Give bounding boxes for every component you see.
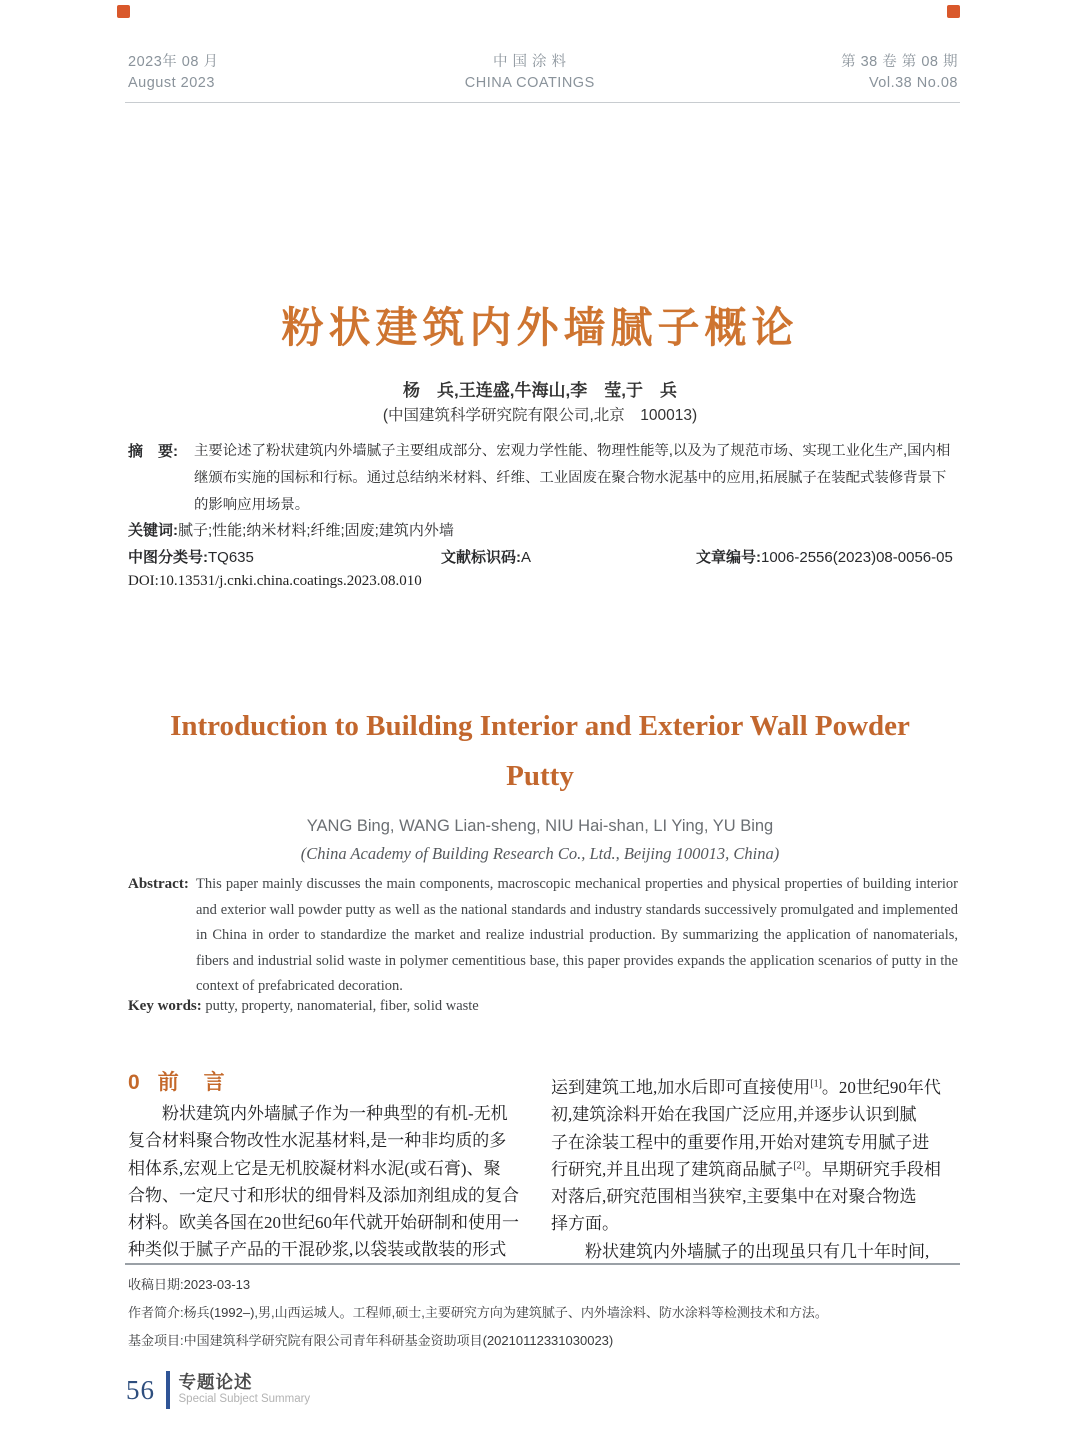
abstract-zh-text [194,438,950,519]
article-no-value: 1006-2556(2023)08-0056-05 [761,549,953,566]
page-header [128,52,958,94]
header-divider [125,102,960,103]
abstract-en-label: Abstract: [128,876,189,892]
affiliation-en: (China Academy of Building Research Co., Ltd., Beijing 100013, China) [300,844,780,863]
doc-code-value: A [521,549,532,566]
body-line: 相体系,宏观上它是无机胶凝材料水泥(或石膏)、聚 [128,1158,501,1178]
footnote-fund-label: 基金项目: [128,1333,184,1348]
keywords-zh-label: 关键词: [128,522,178,539]
body-line: 粉状建筑内外墙腻子作为一种典型的有机-无机 [162,1104,508,1123]
footer-column-en: Special Subject Summary [178,1393,311,1405]
footnote-fund [128,1327,968,1355]
clc-item [128,546,254,567]
section-number: 0 [128,1071,140,1094]
body-line: 材料。欧美各国在20世纪60年代就开始研制和使用一 [128,1213,519,1233]
footer-bar [166,1371,170,1409]
body-text: 。20世纪90年代 [821,1078,941,1097]
body-line: 初,建筑涂料开始在我国广泛应用,并逐步认识到腻 [551,1105,917,1125]
header-date [128,52,218,94]
keywords-zh-text: 腻子;性能;纳米材料;纤维;固废;建筑内外墙 [178,522,454,539]
article-title-en-line1: Introduction to Building Interior and Exterior Wall Powder [170,710,910,742]
doc-code-label: 文献标识码: [441,549,521,566]
article-title-zh: 粉状建筑内外墙腻子概论 [281,304,799,351]
footnote-received [128,1271,968,1299]
article-no-item [696,546,953,567]
body-line [551,1074,958,1101]
footer-column-zh: 专题论述 [178,1372,253,1392]
header-volume-en: Vol.38 No.08 [868,75,958,91]
abstract-zh-line: 继颁布实施的国标和行标。通过总结纳米材料、纤维、工业固废在聚合物水泥基中的应用,拓展腻子在装配式装修背景下 [194,470,947,486]
keywords-en [128,998,479,1015]
article-title-en-line2: Putty [506,760,574,792]
keywords-en-label: Key words: [128,998,202,1014]
footnote-bio-value: 杨兵(1992–),男,山西运城人。工程师,硕士,主要研究方向为建筑腻子、内外墙涂料、防水涂料等检测技术和方法。 [183,1305,828,1320]
body-column-left [128,1100,535,1264]
footnote-divider [125,1263,960,1265]
body-line: 对落后,研究范围相当狭窄,主要集中在对聚合物选 [551,1187,917,1207]
header-journal [465,52,595,94]
page-footer [126,1371,310,1409]
header-date-zh: 2023年 08 月 [128,54,219,70]
abstract-zh [128,438,958,519]
body-line: 粉状建筑内外墙腻子的出现虽只有几十年时间, [585,1241,930,1261]
body-text: 运到建筑工地,加水后即可直接使用 [551,1078,811,1097]
header-journal-en: CHINA COATINGS [464,75,595,91]
header-volume [841,52,958,94]
body-text: 。早期研究手段相 [804,1159,941,1179]
article-title-en [0,701,1080,801]
header-journal-zh: 中 国 涂 料 [492,54,567,70]
classification-row [0,546,1080,568]
affiliation-zh: (中国建筑科学研究院有限公司,北京 100013) [382,407,698,424]
clc-value: TQ635 [208,549,254,566]
clc-label: 中图分类号: [128,549,208,566]
footnote-received-value: 2023-03-13 [183,1277,251,1292]
article-no-label: 文章编号: [696,549,761,566]
body-line: 合物、一定尺寸和形状的细骨料及添加剂组成的复合 [128,1185,519,1205]
section-title: 前 言 [157,1071,227,1094]
citation-ref-1: [1] [810,1078,822,1090]
citation-ref-2: [2] [793,1160,805,1172]
authors-en: YANG Bing, WANG Lian-sheng, NIU Hai-shan, LI Ying, YU Bing [306,817,774,835]
section-heading [128,1066,227,1096]
keywords-en-text: putty, property, nanomaterial, fiber, solid waste [205,998,479,1014]
body-line: 种类似于腻子产品的干混砂浆,以袋装或散装的形式 [128,1240,507,1260]
authors-zh: 杨 兵,王连盛,牛海山,李 莹,于 兵 [403,381,677,400]
abstract-en-text: This paper mainly discusses the main components, macroscopic mechanical properties and physical properties of building interior and exterior wall powder putty as well as the national standards and industry standards successively promulgated and implemented in China in order to standardize the market and realize industrial production. By summarizing the application of nanomaterials, fibers and industrial solid waste in polymer cementitious base, this paper provides expands the application scenarios of putty in the context of prefabricated decoration. [196,876,958,994]
page-number: 56 [126,1374,155,1405]
body-line: 复合材料聚合物改性水泥基材料,是一种非均质的多 [128,1131,507,1151]
footnote-fund-value: 中国建筑科学研究院有限公司青年科研基金资助项目(20210112331030023) [183,1333,614,1348]
abstract-en [128,872,958,1000]
footer-column-names [179,1371,311,1409]
corner-mark-left [117,5,130,18]
doi: DOI:10.13531/j.cnki.china.coatings.2023.08.010 [128,573,422,589]
body-column-right [551,1074,958,1265]
body-line: 择方面。 [551,1214,619,1234]
header-volume-zh: 第 38 卷 第 08 期 [841,54,958,70]
corner-mark-right [947,5,960,18]
abstract-zh-label: 摘 要: [128,443,178,460]
doc-code-item [441,546,531,567]
abstract-zh-line: 主要论述了粉状建筑内外墙腻子主要组成部分、宏观力学性能、物理性能等,以及为了规范市场、实现工业化生产,国内相 [194,443,951,459]
header-date-en: August 2023 [128,75,215,91]
body-line: 子在涂装工程中的重要作用,开始对建筑专用腻子进 [551,1132,930,1152]
keywords-zh [128,519,454,540]
footnotes [128,1271,968,1355]
body-line [551,1156,958,1183]
body-text: 行研究,并且出现了建筑商品腻子 [551,1159,794,1179]
abstract-zh-line: 的影响应用场景。 [194,497,310,513]
footnote-received-label: 收稿日期: [128,1277,184,1292]
footnote-bio-label: 作者简介: [128,1305,184,1320]
footnote-bio [128,1299,968,1327]
